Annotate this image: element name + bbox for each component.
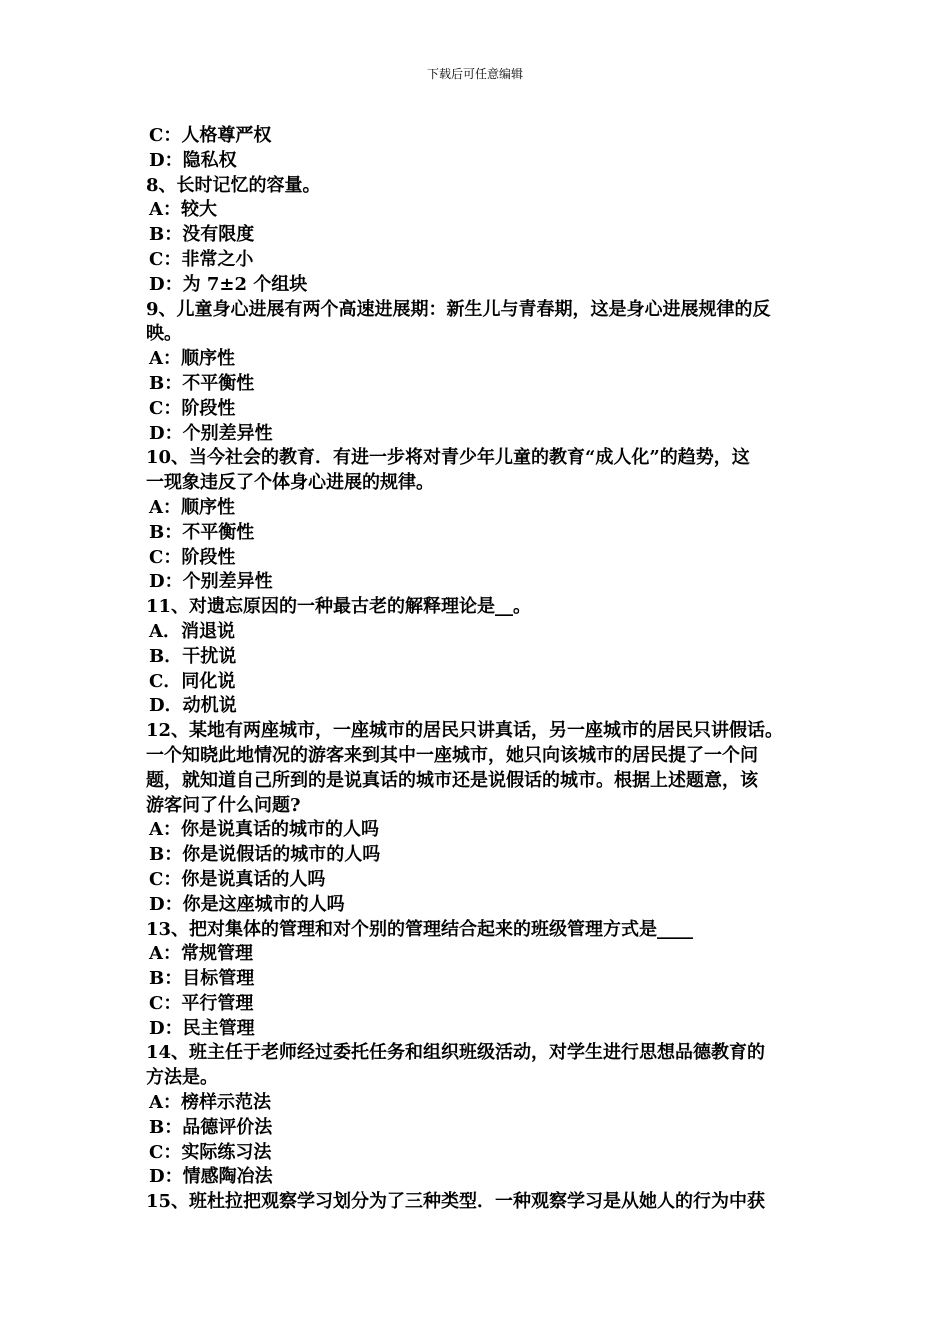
- question-line: 13、把对集体的管理和对个别的管理结合起来的班级管理方式是____: [146, 918, 694, 940]
- option-text: C：阶段性: [149, 397, 236, 419]
- question-line: 游客问了什么问题?: [146, 794, 301, 816]
- option-text: B：不平衡性: [149, 521, 255, 543]
- option-text: B．干扰说: [149, 645, 237, 667]
- answer-option: [146, 546, 826, 571]
- answer-option: [146, 694, 826, 719]
- answer-option: [146, 124, 826, 149]
- question-line: 11、对遗忘原因的一种最古老的解释理论是__。: [146, 596, 532, 618]
- option-text: C：非常之小: [149, 248, 254, 270]
- answer-option: [146, 496, 826, 521]
- answer-option: [146, 198, 826, 223]
- question-line: 8、长时记忆的容量。: [146, 174, 321, 196]
- option-text: B：目标管理: [149, 968, 255, 990]
- answer-option: [146, 521, 826, 546]
- answer-option: [146, 843, 826, 868]
- option-text: C：人格尊严权: [149, 125, 272, 146]
- answer-option: [146, 1116, 826, 1141]
- question-stem: [146, 446, 826, 496]
- option-text: D：个别差异性: [149, 571, 273, 593]
- question-stem: [146, 1041, 826, 1091]
- answer-option: [146, 570, 826, 595]
- question-line: 映。: [146, 323, 182, 345]
- question-stem: [146, 719, 826, 818]
- option-text: A：顺序性: [149, 496, 235, 518]
- option-text: A：顺序性: [149, 348, 235, 370]
- question-stem: [146, 595, 826, 620]
- question-stem: [146, 174, 826, 199]
- option-text: C：你是说真话的人吗: [149, 868, 326, 890]
- answer-option: [146, 670, 826, 695]
- answer-option: [146, 1091, 826, 1116]
- answer-option: [146, 223, 826, 248]
- option-text: D：情感陶冶法: [149, 1166, 273, 1188]
- answer-option: [146, 372, 826, 397]
- option-text: B：不平衡性: [149, 372, 255, 394]
- option-text: D：为 7±2 个组块: [149, 273, 308, 295]
- option-text: A：常规管理: [149, 943, 253, 965]
- option-text: A：榜样示范法: [149, 1092, 271, 1114]
- option-text: D．动机说: [149, 695, 237, 717]
- question-line: 方法是。: [146, 1067, 218, 1089]
- question-line: 10、当今社会的教育．有进一步将对青少年儿童的教育“成人化”的趋势，这: [146, 447, 750, 469]
- option-text: B：你是说假话的城市的人吗: [149, 844, 381, 866]
- option-text: D：个别差异性: [149, 422, 273, 444]
- option-text: C：阶段性: [149, 546, 236, 568]
- answer-option: [146, 620, 826, 645]
- answer-option: [146, 942, 826, 967]
- question-stem: [146, 1190, 826, 1215]
- answer-option: [146, 992, 826, 1017]
- answer-option: [146, 1017, 826, 1042]
- option-text: C：实际练习法: [149, 1141, 272, 1163]
- question-stem: [146, 918, 826, 943]
- question-line: 14、班主任于老师经过委托任务和组织班级活动，对学生进行思想品德教育的: [146, 1042, 766, 1064]
- document-body: [146, 124, 826, 1215]
- option-text: C：平行管理: [149, 992, 254, 1014]
- question-line: 一现象违反了个体身心进展的规律。: [146, 472, 434, 494]
- question-line: 15、班杜拉把观察学习划分为了三种类型．一种观察学习是从她人的行为中获: [146, 1191, 766, 1213]
- answer-option: [146, 1141, 826, 1166]
- answer-option: [146, 397, 826, 422]
- option-text: C．同化说: [149, 670, 236, 692]
- option-text: A．消退说: [149, 620, 235, 642]
- option-text: D：民主管理: [149, 1017, 255, 1039]
- answer-option: [146, 868, 826, 893]
- question-line: 12、某地有两座城市，一座城市的居民只讲真话，另一座城市的居民只讲假话。: [146, 720, 784, 742]
- answer-option: [146, 1165, 826, 1190]
- answer-option: [146, 248, 826, 273]
- answer-option: [146, 422, 826, 447]
- answer-option: [146, 645, 826, 670]
- option-text: D：隐私权: [149, 149, 237, 171]
- option-text: B：品德评价法: [149, 1116, 273, 1138]
- answer-option: [146, 818, 826, 843]
- option-text: D：你是这座城市的人吗: [149, 893, 345, 915]
- option-text: A：较大: [149, 199, 217, 221]
- question-line: 9、儿童身心进展有两个高速进展期：新生儿与青春期，这是身心进展规律的反: [146, 298, 771, 320]
- question-line: 题，就知道自己所到的是说真话的城市还是说假话的城市。根据上述题意，该: [146, 769, 758, 791]
- question-line: 一个知晓此地情况的游客来到其中一座城市，她只向该城市的居民提了一个问: [146, 744, 758, 766]
- answer-option: [146, 893, 826, 918]
- option-text: A：你是说真话的城市的人吗: [149, 819, 379, 841]
- question-stem: [146, 298, 826, 348]
- option-text: B：没有限度: [149, 224, 255, 246]
- answer-option: [146, 967, 826, 992]
- answer-option: [146, 273, 826, 298]
- page-header: 下载后可任意编辑: [426, 67, 523, 81]
- answer-option: [146, 149, 826, 174]
- answer-option: [146, 347, 826, 372]
